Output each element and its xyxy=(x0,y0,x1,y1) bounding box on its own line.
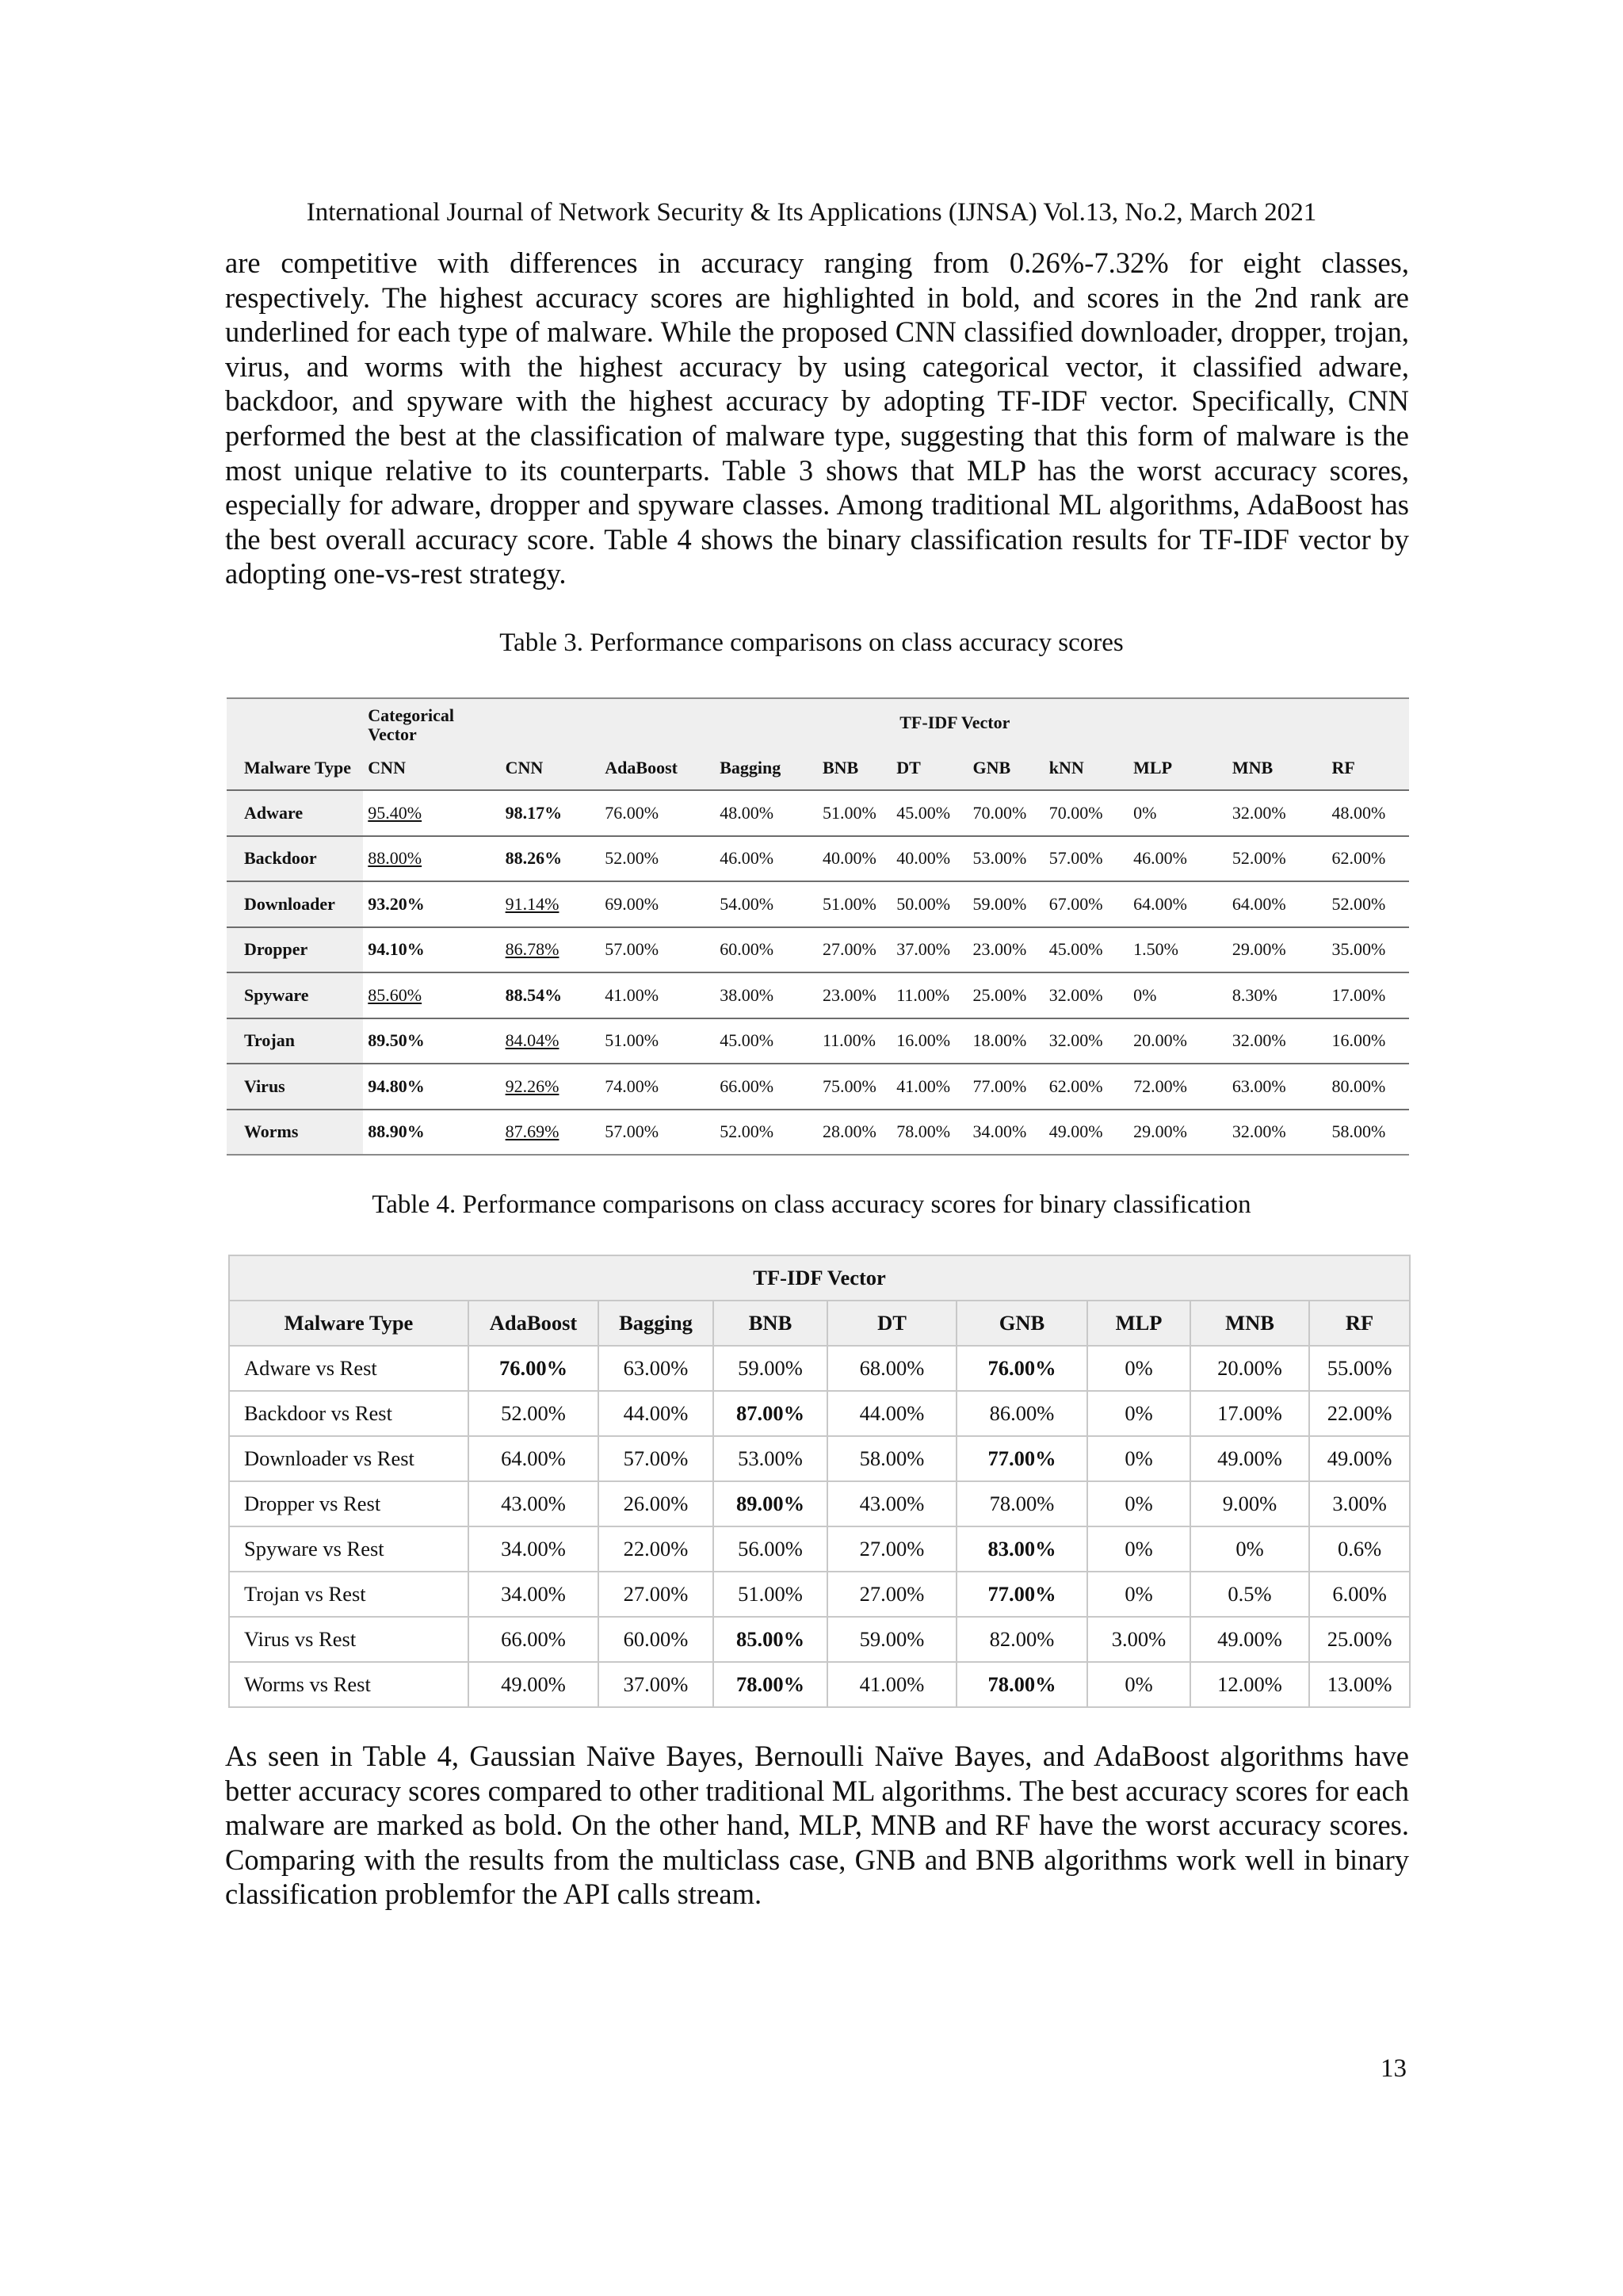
table-cell: 16.00% xyxy=(892,1018,968,1064)
table4-col-header: Malware Type xyxy=(229,1301,468,1346)
table-cell: 59.00% xyxy=(968,881,1044,927)
table3-row-label: Trojan xyxy=(227,1018,363,1064)
table-cell: 20.00% xyxy=(1190,1346,1309,1391)
table3-column-header xyxy=(227,746,1409,790)
table-cell: 85.60% xyxy=(363,972,500,1018)
table-cell: 93.20% xyxy=(363,881,500,927)
table3-col-header: kNN xyxy=(1044,746,1128,790)
table3-row-label: Spyware xyxy=(227,972,363,1018)
table-cell: 51.00% xyxy=(818,881,892,927)
table-cell: 20.00% xyxy=(1128,1018,1228,1064)
table-cell: 13.00% xyxy=(1309,1662,1410,1707)
table-cell: 41.00% xyxy=(892,1064,968,1110)
table3-row-label: Worms xyxy=(227,1110,363,1156)
table-cell: 18.00% xyxy=(968,1018,1044,1064)
table-cell: 49.00% xyxy=(1190,1436,1309,1481)
table-cell: 3.00% xyxy=(1309,1481,1410,1526)
table-cell: 0% xyxy=(1087,1526,1190,1572)
table-cell: 46.00% xyxy=(1128,836,1228,882)
table-cell: 76.00% xyxy=(468,1346,598,1391)
table-cell: 98.17% xyxy=(501,790,601,836)
table-cell: 77.00% xyxy=(968,1064,1044,1110)
table-cell: 34.00% xyxy=(468,1572,598,1617)
table-cell: 78.00% xyxy=(892,1110,968,1156)
table-row xyxy=(227,1018,1409,1064)
table3-col-header: MNB xyxy=(1228,746,1327,790)
table3-col-header: DT xyxy=(892,746,968,790)
table-cell: 89.00% xyxy=(713,1481,827,1526)
table-cell: 66.00% xyxy=(715,1064,818,1110)
table-cell: 0% xyxy=(1087,1391,1190,1436)
table-cell: 86.00% xyxy=(957,1391,1087,1436)
table-cell: 37.00% xyxy=(892,927,968,973)
table-cell: 17.00% xyxy=(1190,1391,1309,1436)
table-cell: 62.00% xyxy=(1327,836,1410,882)
table-cell: 27.00% xyxy=(827,1572,957,1617)
table-cell: 3.00% xyxy=(1087,1617,1190,1662)
table-row xyxy=(229,1346,1410,1391)
table-cell: 45.00% xyxy=(892,790,968,836)
table-cell: 23.00% xyxy=(968,927,1044,973)
table-cell: 66.00% xyxy=(468,1617,598,1662)
table-cell: 57.00% xyxy=(600,927,715,973)
table-cell: 53.00% xyxy=(713,1436,827,1481)
table-cell: 52.00% xyxy=(468,1391,598,1436)
table-cell: 50.00% xyxy=(892,881,968,927)
table-cell: 25.00% xyxy=(1309,1617,1410,1662)
table-cell: 43.00% xyxy=(827,1481,957,1526)
table-cell: 0% xyxy=(1087,1662,1190,1707)
table-cell: 17.00% xyxy=(1327,972,1410,1018)
table3-row-header: Malware Type xyxy=(227,746,363,790)
table-cell: 77.00% xyxy=(957,1572,1087,1617)
table-cell: 56.00% xyxy=(713,1526,827,1572)
table-cell: 29.00% xyxy=(1228,927,1327,973)
table-cell: 8.30% xyxy=(1228,972,1327,1018)
table4-row-label: Virus vs Rest xyxy=(229,1617,468,1662)
table-cell: 49.00% xyxy=(1190,1617,1309,1662)
table-cell: 1.50% xyxy=(1128,927,1228,973)
table4-caption: Table 4. Performance comparisons on class accuracy scores for binary classification xyxy=(372,1190,1251,1219)
table3 xyxy=(227,697,1409,1156)
table-row xyxy=(229,1436,1410,1481)
table-cell: 16.00% xyxy=(1327,1018,1410,1064)
table-cell: 88.00% xyxy=(363,836,500,882)
table-cell: 63.00% xyxy=(1228,1064,1327,1110)
table4-col-header: MNB xyxy=(1190,1301,1309,1346)
table-cell: 37.00% xyxy=(598,1662,713,1707)
table3-group-tfidf: TF-IDF Vector xyxy=(501,698,1409,746)
table3-corner xyxy=(227,698,363,746)
table3-row-label: Backdoor xyxy=(227,836,363,882)
table-cell: 87.69% xyxy=(501,1110,601,1156)
table-cell: 46.00% xyxy=(715,836,818,882)
table-cell: 11.00% xyxy=(892,972,968,1018)
table-cell: 52.00% xyxy=(1228,836,1327,882)
table-cell: 63.00% xyxy=(598,1346,713,1391)
table-cell: 44.00% xyxy=(598,1391,713,1436)
table4-row-label: Trojan vs Rest xyxy=(229,1572,468,1617)
table-cell: 51.00% xyxy=(713,1572,827,1617)
table-cell: 64.00% xyxy=(468,1436,598,1481)
table3-row-label: Virus xyxy=(227,1064,363,1110)
table-cell: 35.00% xyxy=(1327,927,1410,973)
body-paragraph-1: are competitive with differences in accuracy ranging from 0.26%-7.32% for eight classes, respectively. The highest accuracy scores are highlighted in bold, and scores in the 2nd rank are underlined for each type of malware. While the proposed CNN classified downloader, dropper, trojan, virus, and worms with the highest accuracy by using categorical vector, it classified adware, backdoor, and spyware with the highest accuracy by adopting TF-IDF vector. Specifically, CNN performed the best at the classification of malware type, suggesting that this form of malware is the most unique relative to its counterparts. Table 3 shows that MLP has the worst accuracy scores, especially for adware, dropper and spyware classes. Among traditional ML algorithms, AdaBoost has the best overall accuracy score. Table 4 shows the binary classification results for TF-IDF vector by adopting one-vs-rest strategy. xyxy=(225,246,1409,590)
table-cell: 76.00% xyxy=(957,1346,1087,1391)
table-cell: 51.00% xyxy=(818,790,892,836)
table-cell: 72.00% xyxy=(1128,1064,1228,1110)
table-cell: 41.00% xyxy=(827,1662,957,1707)
table4-column-header xyxy=(229,1301,1410,1346)
table3-col-header: MLP xyxy=(1128,746,1228,790)
table-cell: 88.90% xyxy=(363,1110,500,1156)
table-cell: 55.00% xyxy=(1309,1346,1410,1391)
table-cell: 92.26% xyxy=(501,1064,601,1110)
table-row xyxy=(227,836,1409,882)
table-cell: 78.00% xyxy=(957,1662,1087,1707)
table-cell: 51.00% xyxy=(600,1018,715,1064)
page-number: 13 xyxy=(1381,2054,1407,2083)
table-cell: 85.00% xyxy=(713,1617,827,1662)
table4-col-header: RF xyxy=(1309,1301,1410,1346)
table-cell: 53.00% xyxy=(968,836,1044,882)
table-cell: 0% xyxy=(1087,1481,1190,1526)
table-row xyxy=(229,1481,1410,1526)
table-row xyxy=(227,881,1409,927)
table-cell: 68.00% xyxy=(827,1346,957,1391)
table-cell: 26.00% xyxy=(598,1481,713,1526)
table-row xyxy=(229,1526,1410,1572)
table-cell: 44.00% xyxy=(827,1391,957,1436)
table-cell: 58.00% xyxy=(827,1436,957,1481)
table-cell: 88.54% xyxy=(501,972,601,1018)
table-cell: 0% xyxy=(1190,1526,1309,1572)
table-cell: 75.00% xyxy=(818,1064,892,1110)
table-cell: 52.00% xyxy=(1327,881,1410,927)
table4-row-label: Adware vs Rest xyxy=(229,1346,468,1391)
table-cell: 87.00% xyxy=(713,1391,827,1436)
table-cell: 60.00% xyxy=(715,927,818,973)
table-cell: 34.00% xyxy=(968,1110,1044,1156)
table-cell: 12.00% xyxy=(1190,1662,1309,1707)
table-cell: 32.00% xyxy=(1228,1110,1327,1156)
table-cell: 76.00% xyxy=(600,790,715,836)
table-cell: 52.00% xyxy=(600,836,715,882)
table-cell: 84.04% xyxy=(501,1018,601,1064)
table4-col-header: MLP xyxy=(1087,1301,1190,1346)
table-row xyxy=(229,1617,1410,1662)
table4-col-header: GNB xyxy=(957,1301,1087,1346)
table-cell: 11.00% xyxy=(818,1018,892,1064)
table4-group-tfidf: TF-IDF Vector xyxy=(229,1255,1410,1301)
table-cell: 78.00% xyxy=(957,1481,1087,1526)
table-row xyxy=(229,1572,1410,1617)
table-cell: 58.00% xyxy=(1327,1110,1410,1156)
table4-row-label: Downloader vs Rest xyxy=(229,1436,468,1481)
table-cell: 52.00% xyxy=(715,1110,818,1156)
table4-row-label: Dropper vs Rest xyxy=(229,1481,468,1526)
table-cell: 41.00% xyxy=(600,972,715,1018)
table4-col-header: BNB xyxy=(713,1301,827,1346)
table3-group-header xyxy=(227,698,1409,746)
table4-row-label: Worms vs Rest xyxy=(229,1662,468,1707)
table-cell: 23.00% xyxy=(818,972,892,1018)
table-row xyxy=(227,1064,1409,1110)
table-cell: 64.00% xyxy=(1228,881,1327,927)
table-cell: 6.00% xyxy=(1309,1572,1410,1617)
table-cell: 32.00% xyxy=(1044,1018,1128,1064)
table3-col-header: RF xyxy=(1327,746,1410,790)
table-cell: 94.80% xyxy=(363,1064,500,1110)
table-cell: 40.00% xyxy=(892,836,968,882)
table-cell: 25.00% xyxy=(968,972,1044,1018)
table-row xyxy=(227,972,1409,1018)
table3-col-header: GNB xyxy=(968,746,1044,790)
table-cell: 32.00% xyxy=(1228,790,1327,836)
table-cell: 40.00% xyxy=(818,836,892,882)
table-cell: 49.00% xyxy=(1309,1436,1410,1481)
table-cell: 57.00% xyxy=(1044,836,1128,882)
table4-col-header: Bagging xyxy=(598,1301,713,1346)
table-cell: 74.00% xyxy=(600,1064,715,1110)
table4-group-header xyxy=(229,1255,1410,1301)
table-cell: 22.00% xyxy=(598,1526,713,1572)
table3-caption: Table 3. Performance comparisons on class accuracy scores xyxy=(499,628,1124,657)
table3-row-label: Dropper xyxy=(227,927,363,973)
table-cell: 0% xyxy=(1087,1572,1190,1617)
table4-col-header: AdaBoost xyxy=(468,1301,598,1346)
table-cell: 38.00% xyxy=(715,972,818,1018)
table-cell: 64.00% xyxy=(1128,881,1228,927)
table-cell: 83.00% xyxy=(957,1526,1087,1572)
table-cell: 0.5% xyxy=(1190,1572,1309,1617)
table-cell: 27.00% xyxy=(818,927,892,973)
table3-col-header: BNB xyxy=(818,746,892,790)
table-cell: 60.00% xyxy=(598,1617,713,1662)
table-cell: 77.00% xyxy=(957,1436,1087,1481)
table-row xyxy=(227,1110,1409,1156)
table-cell: 32.00% xyxy=(1044,972,1128,1018)
table-cell: 48.00% xyxy=(715,790,818,836)
table3-group-categorical: Categorical Vector xyxy=(363,698,500,746)
table-row xyxy=(229,1391,1410,1436)
table-cell: 91.14% xyxy=(501,881,601,927)
table-row xyxy=(229,1662,1410,1707)
table-cell: 59.00% xyxy=(713,1346,827,1391)
table-cell: 59.00% xyxy=(827,1617,957,1662)
table-cell: 49.00% xyxy=(468,1662,598,1707)
table-cell: 0% xyxy=(1087,1436,1190,1481)
table-cell: 69.00% xyxy=(600,881,715,927)
table4-row-label: Spyware vs Rest xyxy=(229,1526,468,1572)
table-cell: 34.00% xyxy=(468,1526,598,1572)
journal-header: International Journal of Network Security & Its Applications (IJNSA) Vol.13, No.2, March 2021 xyxy=(306,198,1317,227)
table4-row-label: Backdoor vs Rest xyxy=(229,1391,468,1436)
table-cell: 0% xyxy=(1128,790,1228,836)
table4 xyxy=(228,1255,1411,1708)
table-cell: 86.78% xyxy=(501,927,601,973)
table-cell: 27.00% xyxy=(827,1526,957,1572)
table-cell: 67.00% xyxy=(1044,881,1128,927)
table-cell: 48.00% xyxy=(1327,790,1410,836)
table-cell: 22.00% xyxy=(1309,1391,1410,1436)
table3-col-header: CNN xyxy=(363,746,500,790)
table-cell: 57.00% xyxy=(600,1110,715,1156)
table3-col-header: Bagging xyxy=(715,746,818,790)
table-cell: 43.00% xyxy=(468,1481,598,1526)
table-cell: 80.00% xyxy=(1327,1064,1410,1110)
table3-col-header: CNN xyxy=(501,746,601,790)
table-cell: 89.50% xyxy=(363,1018,500,1064)
table-cell: 82.00% xyxy=(957,1617,1087,1662)
table-cell: 88.26% xyxy=(501,836,601,882)
table-cell: 95.40% xyxy=(363,790,500,836)
table-cell: 78.00% xyxy=(713,1662,827,1707)
table-cell: 32.00% xyxy=(1228,1018,1327,1064)
table-row xyxy=(227,927,1409,973)
table-cell: 27.00% xyxy=(598,1572,713,1617)
table4-col-header: DT xyxy=(827,1301,957,1346)
table-cell: 9.00% xyxy=(1190,1481,1309,1526)
table-cell: 70.00% xyxy=(1044,790,1128,836)
table-cell: 0% xyxy=(1128,972,1228,1018)
table-cell: 45.00% xyxy=(715,1018,818,1064)
table-row xyxy=(227,790,1409,836)
table-cell: 28.00% xyxy=(818,1110,892,1156)
table3-row-label: Downloader xyxy=(227,881,363,927)
table-cell: 54.00% xyxy=(715,881,818,927)
table-cell: 62.00% xyxy=(1044,1064,1128,1110)
table-cell: 49.00% xyxy=(1044,1110,1128,1156)
table-cell: 29.00% xyxy=(1128,1110,1228,1156)
table-cell: 45.00% xyxy=(1044,927,1128,973)
table3-col-header: AdaBoost xyxy=(600,746,715,790)
table-cell: 0% xyxy=(1087,1346,1190,1391)
body-paragraph-2: As seen in Table 4, Gaussian Naïve Bayes, Bernoulli Naïve Bayes, and AdaBoost algorithms have better accuracy scores compared to other traditional ML algorithms. The best accuracy scores for each malware are marked as bold. On the other hand, MLP, MNB and RF have the worst accuracy scores. Comparing with the results from the multiclass case, GNB and BNB algorithms work well in binary classification problemfor the API calls stream. xyxy=(225,1740,1409,1911)
table3-row-label: Adware xyxy=(227,790,363,836)
table-cell: 57.00% xyxy=(598,1436,713,1481)
table-cell: 94.10% xyxy=(363,927,500,973)
table-cell: 70.00% xyxy=(968,790,1044,836)
table-cell: 0.6% xyxy=(1309,1526,1410,1572)
